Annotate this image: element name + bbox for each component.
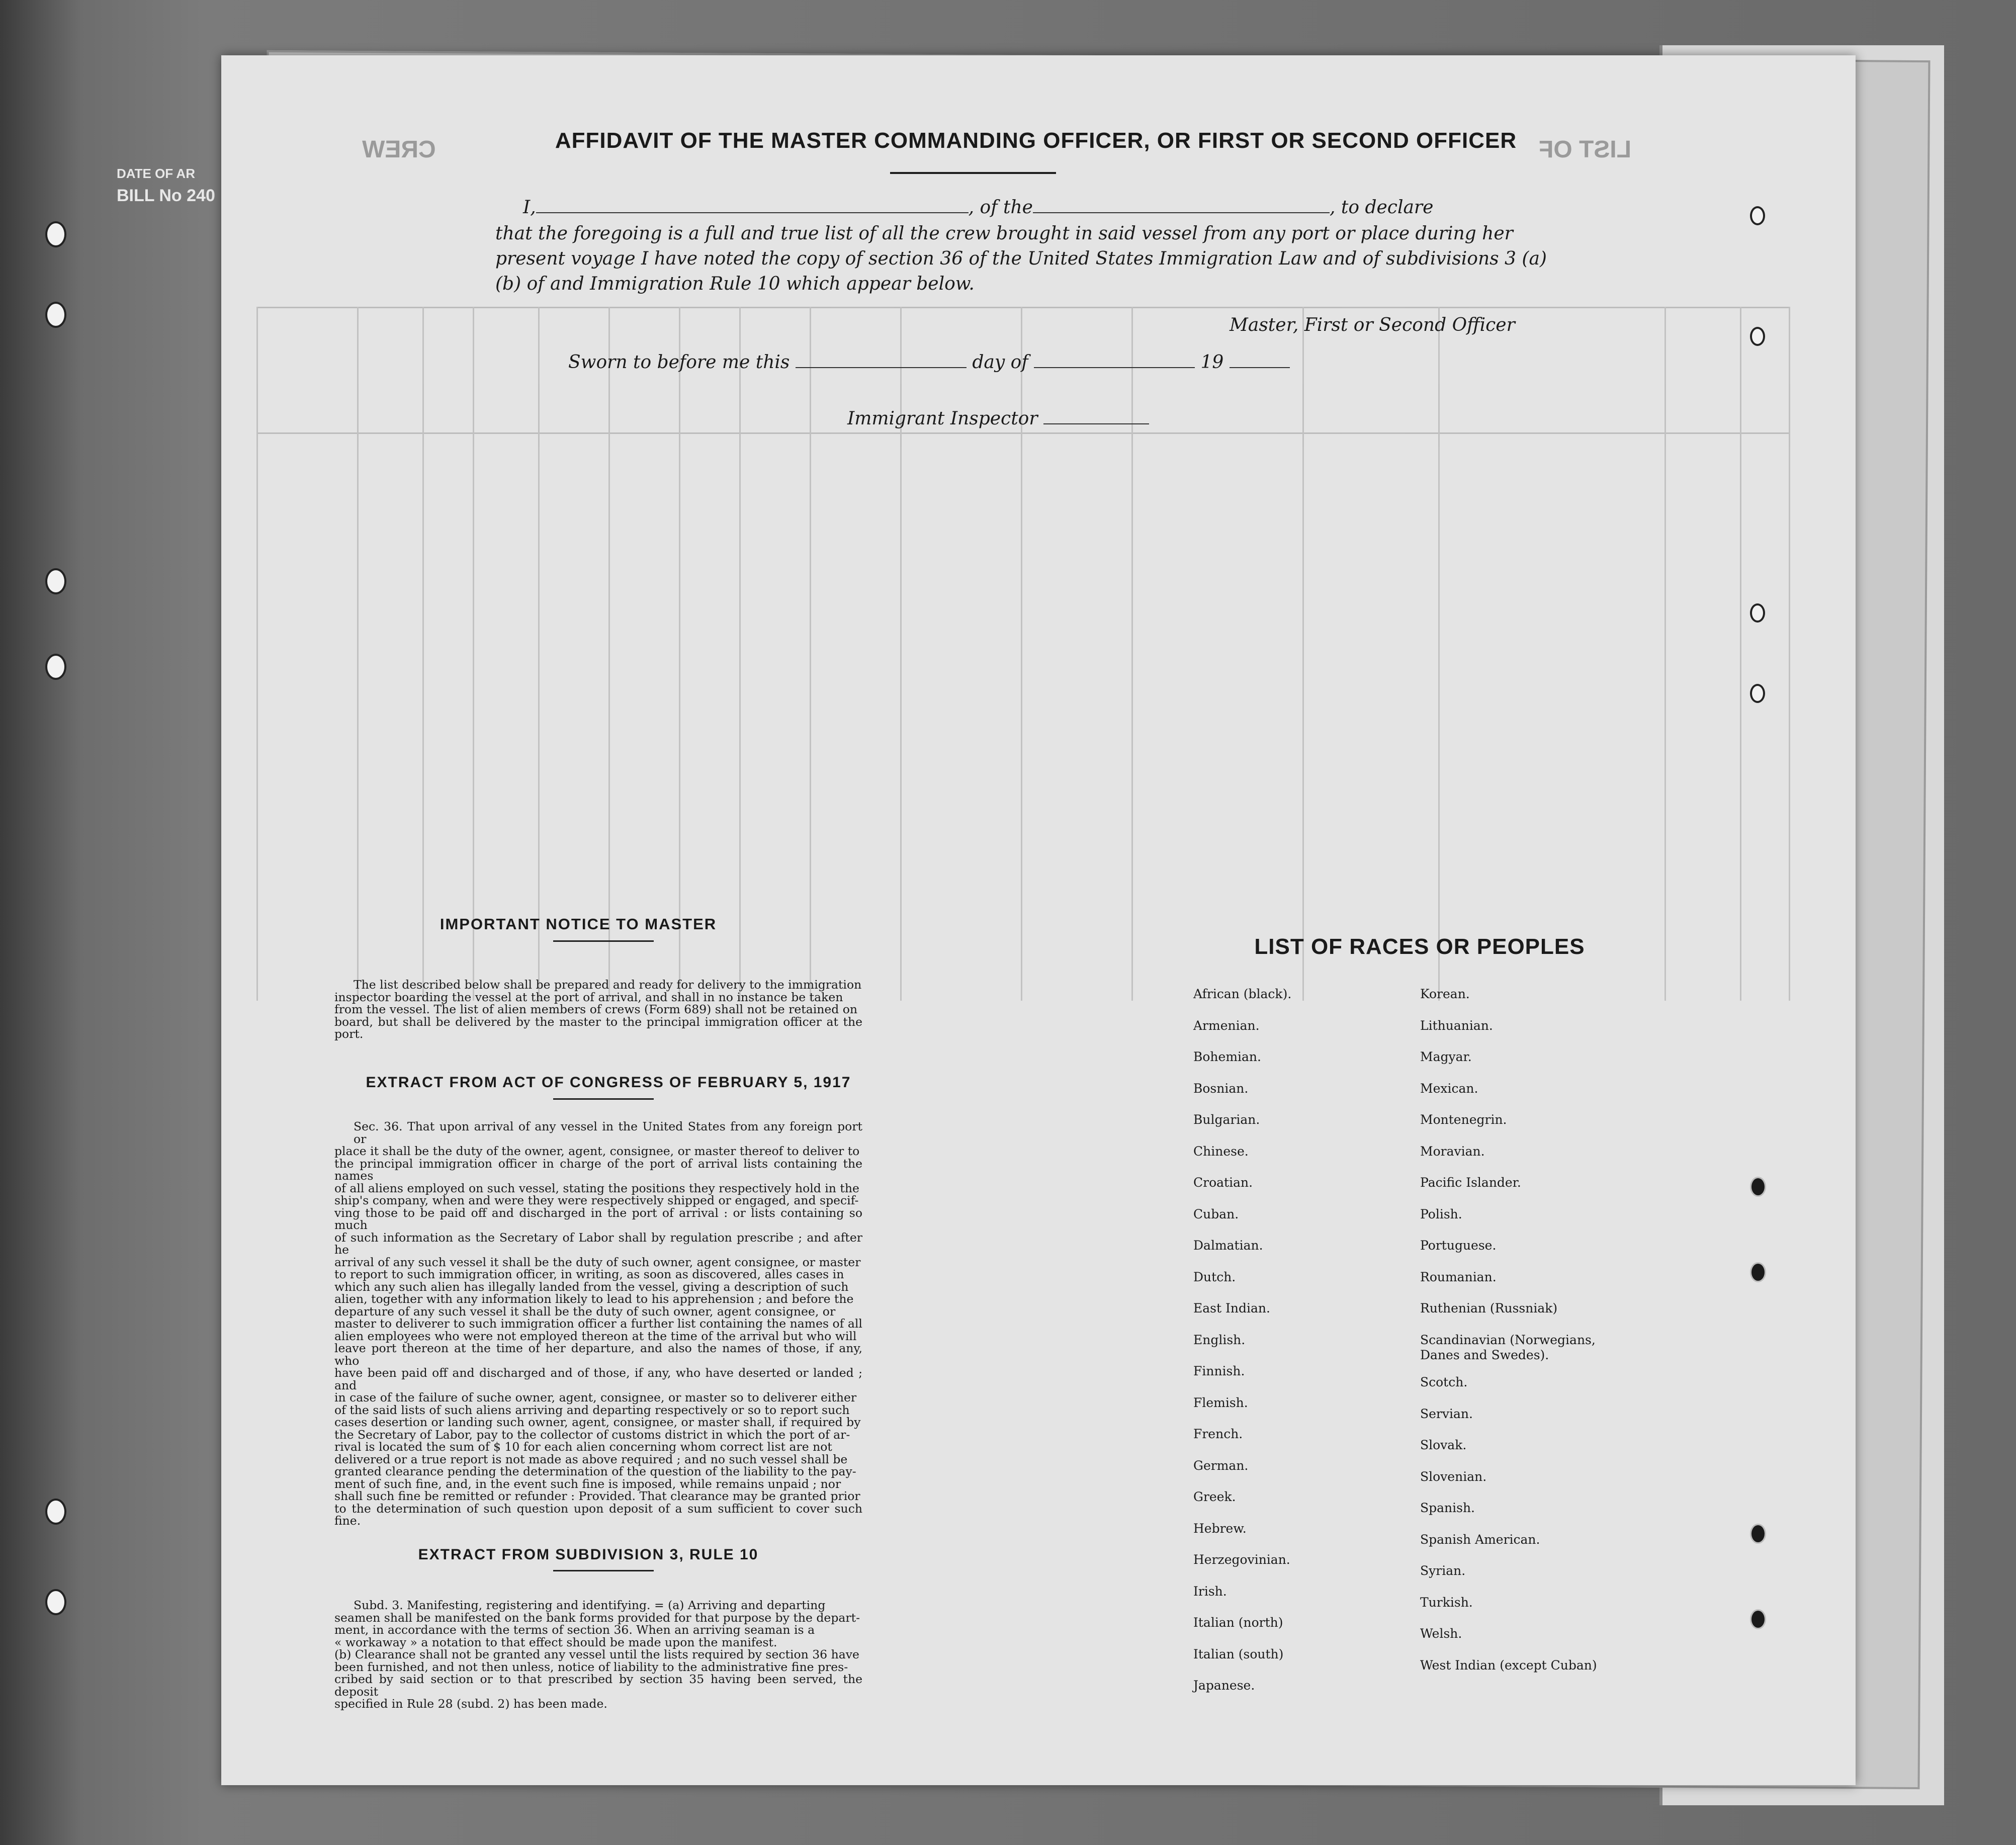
affidavit-page xyxy=(221,55,1856,1785)
year-blank xyxy=(1230,367,1290,368)
reverse-side-title: LIST OF xyxy=(1539,136,1631,163)
page-hole xyxy=(1750,327,1765,346)
rule-extract-line: been furnished, and not then unless, notice of liability to the administrative fine pres- xyxy=(334,1659,848,1674)
act-extract-line: of the said lists of such aliens arriving and departing respectively or so to report such xyxy=(334,1402,850,1417)
act-extract-body xyxy=(334,1120,862,1527)
notice-underline xyxy=(553,940,654,942)
affidavit-i-label: I, xyxy=(523,197,536,218)
notice-line: The list described below shall be prepared and ready for delivery to the immigration xyxy=(354,978,862,992)
day-of-label: day of xyxy=(972,352,1028,373)
binder-hole xyxy=(45,568,66,594)
rule-extract-underline xyxy=(553,1570,654,1571)
race-item: Moravian. xyxy=(1420,1144,1485,1159)
binder-hole xyxy=(45,302,66,328)
binder-hole xyxy=(45,1589,66,1615)
race-item: Ruthenian (Russniak) xyxy=(1420,1301,1558,1315)
act-extract-line: the Secretary of Labor, pay to the collector of customs district in which the port of ar- xyxy=(334,1427,850,1442)
rule-extract-line: (b) Clearance shall not be granted any vessel until the lists required by section 36 have xyxy=(334,1647,859,1661)
act-extract-line: cases desertion or landing such owner, agent, consignee, or master shall, if required by xyxy=(334,1415,861,1429)
act-extract-underline xyxy=(553,1098,654,1100)
race-item: Spanish. xyxy=(1420,1501,1475,1515)
rule-extract-line: « workaway » a notation to that effect should be made upon the manifest. xyxy=(334,1635,777,1649)
notice-line: inspector boarding the vessel at the port of arrival, and shall in no instance be taken xyxy=(334,990,843,1004)
race-item: Magyar. xyxy=(1420,1049,1472,1064)
act-extract-line: departure of any such vessel it shall be the duty of such owner, agent consignee, or xyxy=(334,1304,836,1319)
race-item: Bulgarian. xyxy=(1193,1112,1260,1127)
race-item: Hebrew. xyxy=(1193,1521,1247,1536)
act-extract-line: in case of the failure of suche owner, agent, consignee, or master so to deliverer either xyxy=(334,1390,857,1404)
race-item: African (black). xyxy=(1193,987,1292,1001)
race-item: Slovak. xyxy=(1420,1438,1467,1452)
page-hole xyxy=(1750,1177,1766,1197)
race-item: Portuguese. xyxy=(1420,1238,1497,1253)
notice-line: board, but shall be delivered by the master to the principal immigration officer at the port. xyxy=(334,1014,862,1041)
act-extract-line: of all aliens employed on such vessel, stating the positions they respectively hold in the xyxy=(334,1181,859,1195)
act-extract-line: master to deliverer to such immigration officer a further list containing the names of all xyxy=(334,1316,862,1331)
rule-extract-line: cribed by said section or to that prescribed by section 35 having been served, the deposit xyxy=(334,1672,862,1699)
page-hole xyxy=(1750,1262,1766,1282)
races-title: LIST OF RACES OR PEOPLES xyxy=(1254,934,1585,959)
act-extract-line: ment of such fine, and, in the event such fine is imposed, while remains unpaid ; nor xyxy=(334,1476,841,1491)
act-extract-line: arrival of any such vessel it shall be the duty of such owner, agent consignee, or master xyxy=(334,1255,861,1269)
race-item: Korean. xyxy=(1420,987,1470,1001)
act-extract-line: alien, together with any information likely to lead to his apprehension ; and before the xyxy=(334,1292,854,1306)
inspector-line xyxy=(847,408,1149,429)
race-item: Chinese. xyxy=(1193,1144,1249,1159)
page-hole xyxy=(1750,603,1765,623)
act-extract-line: ship's company, when and were they were respectively shipped or engaged, and specif- xyxy=(334,1193,859,1207)
sworn-day-blank xyxy=(796,367,967,368)
race-item: Pacific Islander. xyxy=(1420,1175,1521,1190)
race-item: Bohemian. xyxy=(1193,1049,1261,1064)
page-hole xyxy=(1750,1524,1766,1544)
rule-extract-line: ment, in accordance with the terms of section 36. When an arriving seaman is a xyxy=(334,1623,815,1637)
race-item: Lithuanian. xyxy=(1420,1018,1493,1033)
race-item: Bosnian. xyxy=(1193,1081,1249,1096)
race-item: Japanese. xyxy=(1193,1678,1255,1693)
race-item: East Indian. xyxy=(1193,1301,1270,1315)
act-extract-line: to report to such immigration officer, in writing, as soon as discovered, alles cases in xyxy=(334,1267,844,1281)
act-extract-line: Sec. 36. That upon arrival of any vessel in the United States from any foreign port or xyxy=(354,1119,862,1146)
affidavit-line-1 xyxy=(523,197,1433,218)
race-item: Italian (south) xyxy=(1193,1646,1284,1661)
race-item: Herzegovinian. xyxy=(1193,1552,1290,1567)
page-hole xyxy=(1750,684,1765,703)
affidavit-title: AFFIDAVIT OF THE MASTER COMMANDING OFFICER, OR FIRST OR SECOND OFFICER xyxy=(555,128,1517,153)
rule-extract-title: EXTRACT FROM SUBDIVISION 3, RULE 10 xyxy=(418,1546,759,1563)
race-item: Roumanian. xyxy=(1420,1269,1497,1284)
race-item: Turkish. xyxy=(1420,1595,1473,1610)
race-item: West Indian (except Cuban) xyxy=(1420,1657,1597,1673)
binder-hole xyxy=(45,654,66,680)
rule-extract-body xyxy=(334,1599,862,1710)
rule-extract-line: Subd. 3. Manifesting, registering and identifying. = (a) Arriving and departing xyxy=(354,1598,826,1612)
affidavit-of-the-label: , of the xyxy=(968,197,1033,218)
race-item: French. xyxy=(1193,1427,1243,1441)
race-item: Welsh. xyxy=(1420,1626,1462,1641)
affidavit-line-4: (b) of and Immigration Rule 10 which appear below. xyxy=(495,274,975,294)
race-item: Scotch. xyxy=(1420,1375,1468,1389)
act-extract-title: EXTRACT FROM ACT OF CONGRESS OF FEBRUARY 5, 1917 xyxy=(366,1074,851,1091)
act-extract-line: ving those to be paid off and discharged in the port of arrival : or lists containing so much xyxy=(334,1205,862,1232)
inspector-label: Immigrant Inspector xyxy=(847,408,1038,429)
name-blank xyxy=(536,212,969,213)
master-officer-label: Master, First or Second Officer xyxy=(1230,315,1515,335)
race-item: German. xyxy=(1193,1458,1249,1473)
race-item: Cuban. xyxy=(1193,1206,1239,1221)
binder-hole xyxy=(45,1499,66,1525)
act-extract-line: place it shall be the duty of the owner, agent, consignee, or master thereof to deliver to xyxy=(334,1144,860,1158)
race-item: Danes and Swedes). xyxy=(1420,1347,1549,1362)
act-extract-line: leave port thereon at the time of her departure, and also the names of those, if any, who xyxy=(334,1341,862,1368)
inspector-signature-blank xyxy=(1043,423,1149,424)
year-label: 19 xyxy=(1200,352,1224,373)
race-item: Montenegrin. xyxy=(1420,1112,1507,1127)
act-extract-line: rival is located the sum of $ 10 for each alien concerning whom correct list are not xyxy=(334,1440,832,1454)
act-extract-line: granted clearance pending the determination of the question of the liability to the pay- xyxy=(334,1464,856,1478)
act-extract-line: which any such alien has illegally landed from the vessel, giving a description of such xyxy=(334,1279,849,1294)
margin-stamp-date: DATE OF AR xyxy=(117,166,195,181)
act-extract-line: to the determination of such question upon deposit of a sum sufficient to cover such fine. xyxy=(334,1501,862,1528)
race-item: Scandinavian (Norwegians, xyxy=(1420,1332,1596,1347)
vessel-blank xyxy=(1033,212,1330,213)
margin-stamp-bill: BILL No 240 xyxy=(117,186,215,205)
page-hole xyxy=(1750,1609,1766,1629)
act-extract-line: have been paid off and discharged and of those, if any, who have deserted or landed ; and xyxy=(334,1366,862,1392)
race-item: Spanish American. xyxy=(1420,1532,1540,1547)
race-item: Armenian. xyxy=(1193,1018,1260,1033)
race-item: Polish. xyxy=(1420,1206,1462,1221)
race-item: Slovenian. xyxy=(1420,1469,1487,1484)
race-item: Servian. xyxy=(1420,1406,1473,1421)
act-extract-line: delivered or a true report is not made as above required ; and no such vessel shall be xyxy=(334,1452,848,1466)
page-hole xyxy=(1750,206,1765,225)
act-extract-line: the principal immigration officer in charge of the port of arrival lists containing the names xyxy=(334,1156,862,1183)
notice-body xyxy=(334,979,862,1040)
race-item: Croatian. xyxy=(1193,1175,1253,1190)
notice-title: IMPORTANT NOTICE TO MASTER xyxy=(440,915,717,933)
rule-extract-line: specified in Rule 28 (subd. 2) has been made. xyxy=(334,1697,607,1711)
affidavit-declare-label: , to declare xyxy=(1329,197,1434,218)
act-extract-line: alien employees who were not employed thereon at the time of the arrival but who will xyxy=(334,1329,857,1343)
affidavit-line-2: that the foregoing is a full and true list of all the crew brought in said vessel from any port or place during her xyxy=(495,223,1513,244)
race-item: Finnish. xyxy=(1193,1364,1245,1378)
binder-hole xyxy=(45,221,66,247)
sworn-line xyxy=(568,352,1290,373)
notice-line: from the vessel. The list of alien members of crews (Form 689) shall not be retained on xyxy=(334,1002,858,1016)
month-blank xyxy=(1034,367,1195,368)
race-item: Greek. xyxy=(1193,1489,1236,1504)
race-item: Irish. xyxy=(1193,1584,1227,1599)
race-item: Mexican. xyxy=(1420,1081,1478,1096)
race-item: Flemish. xyxy=(1193,1395,1248,1410)
race-item: English. xyxy=(1193,1332,1246,1347)
reverse-side-crew: CREW xyxy=(362,136,436,163)
title-underline xyxy=(890,172,1056,174)
race-item: Italian (north) xyxy=(1193,1615,1283,1630)
rule-extract-line: seamen shall be manifested on the bank forms provided for that purpose by the depart- xyxy=(334,1610,860,1625)
act-extract-line: shall such fine be remitted or refunder : Provided. That clearance may be granted prior xyxy=(334,1489,860,1503)
race-item: Dutch. xyxy=(1193,1269,1236,1284)
sworn-label: Sworn to before me this xyxy=(568,352,790,373)
race-item: Syrian. xyxy=(1420,1563,1466,1578)
act-extract-line: of such information as the Secretary of Labor shall by regulation prescribe ; and after he xyxy=(334,1230,862,1257)
affidavit-line-3: present voyage I have noted the copy of section 36 of the United States Immigration Law and of subdivisions 3 (a) xyxy=(495,248,1547,269)
race-item: Dalmatian. xyxy=(1193,1238,1263,1253)
